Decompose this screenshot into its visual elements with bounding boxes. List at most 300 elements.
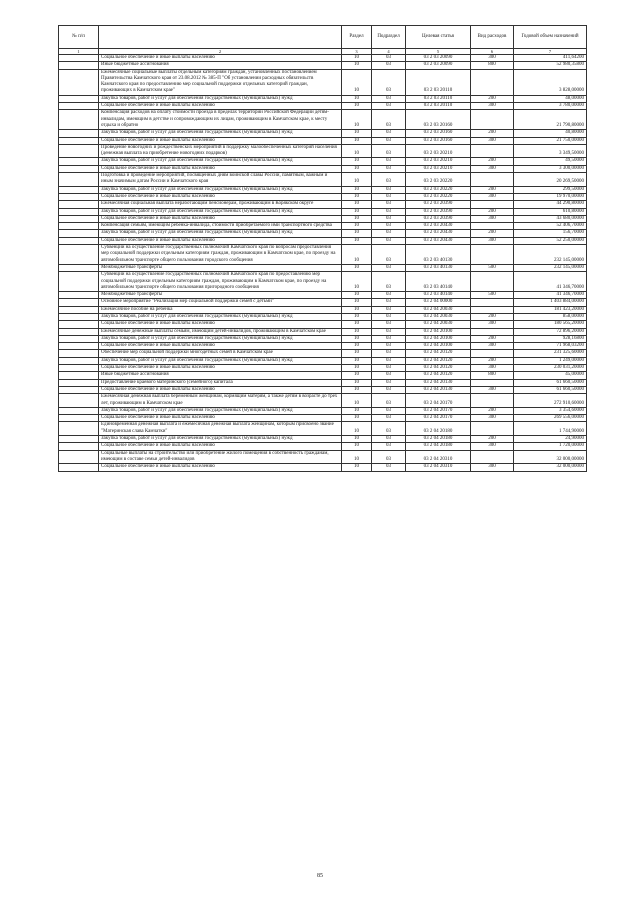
row-razdel-cell: 10 bbox=[342, 335, 372, 342]
header-num: № п/п bbox=[59, 26, 99, 49]
table-row bbox=[59, 165, 587, 172]
row-number-cell bbox=[59, 165, 99, 172]
row-statya-cell: 03 2 03 20090 bbox=[406, 55, 471, 62]
table-row bbox=[59, 450, 587, 464]
row-razdel-cell: 10 bbox=[342, 272, 372, 292]
row-name-cell: Социальное обеспечение и иные выплаты населению bbox=[99, 343, 342, 350]
row-vid-cell: 800 bbox=[471, 372, 514, 379]
row-number-cell bbox=[59, 264, 99, 271]
column-number: 3 bbox=[342, 49, 372, 55]
row-statya-cell: 03 2 04 00000 bbox=[406, 299, 471, 306]
column-number: 1 bbox=[59, 49, 99, 55]
row-name-cell: Закупка товаров, работ и услуг для обеспечения государственных (муниципальных) нужд bbox=[99, 130, 342, 137]
row-vid-cell: 300 bbox=[471, 464, 514, 471]
row-razdel-cell: 10 bbox=[342, 193, 372, 200]
row-podrazdel-cell: 03 bbox=[372, 292, 406, 299]
row-amount-cell: 32 000,00000 bbox=[514, 464, 587, 471]
row-amount-cell: 928,16800 bbox=[514, 335, 587, 342]
row-name-cell: Закупка товаров, работ и услуг для обеспечения государственных (муниципальных) нужд bbox=[99, 186, 342, 193]
row-razdel-cell: 10 bbox=[342, 55, 372, 62]
row-statya-cell: 03 2 04 20130 bbox=[406, 386, 471, 393]
row-razdel-cell: 10 bbox=[342, 422, 372, 436]
row-amount-cell: 230 031,20000 bbox=[514, 365, 587, 372]
row-amount-cell: 3 780,00000 bbox=[514, 103, 587, 110]
row-podrazdel-cell: 03 bbox=[372, 69, 406, 95]
row-statya-cell: 03 2 03 20110 bbox=[406, 69, 471, 95]
table-row bbox=[59, 328, 587, 335]
row-name-cell: Социальное обеспечение и иные выплаты населению bbox=[99, 237, 342, 244]
row-podrazdel-cell: 03 bbox=[372, 272, 406, 292]
row-number-cell bbox=[59, 103, 99, 110]
row-podrazdel-cell: 03 bbox=[372, 95, 406, 102]
row-vid-cell: 500 bbox=[471, 292, 514, 299]
row-podrazdel-cell: 03 bbox=[372, 379, 406, 386]
row-vid-cell: 300 bbox=[471, 193, 514, 200]
row-podrazdel-cell: 03 bbox=[372, 422, 406, 436]
row-vid-cell: 300 bbox=[471, 215, 514, 222]
column-number: 7 bbox=[514, 49, 587, 55]
row-number-cell bbox=[59, 372, 99, 379]
row-statya-cell: 03 2 03 20160 bbox=[406, 130, 471, 137]
row-vid-cell: 300 bbox=[471, 343, 514, 350]
row-number-cell bbox=[59, 415, 99, 422]
row-podrazdel-cell: 03 bbox=[372, 299, 406, 306]
row-amount-cell: 44 290,80000 bbox=[514, 201, 587, 208]
row-number-cell bbox=[59, 306, 99, 313]
row-number-cell bbox=[59, 450, 99, 464]
row-amount-cell: 48,00000 bbox=[514, 95, 587, 102]
table-row bbox=[59, 137, 587, 144]
row-name-cell: Социальное обеспечение и иные выплаты населению bbox=[99, 415, 342, 422]
row-amount-cell: 19 970,00000 bbox=[514, 193, 587, 200]
row-statya-cell: 03 2 04 20310 bbox=[406, 450, 471, 464]
row-number-cell bbox=[59, 193, 99, 200]
table-row bbox=[59, 394, 587, 408]
row-amount-cell: 3 349,50000 bbox=[514, 144, 587, 158]
column-number: 5 bbox=[406, 49, 471, 55]
row-vid-cell bbox=[471, 272, 514, 292]
row-razdel-cell: 10 bbox=[342, 292, 372, 299]
row-podrazdel-cell: 03 bbox=[372, 208, 406, 215]
table-row bbox=[59, 335, 587, 342]
table-row bbox=[59, 343, 587, 350]
row-razdel-cell: 10 bbox=[342, 95, 372, 102]
row-number-cell bbox=[59, 186, 99, 193]
table-row bbox=[59, 69, 587, 95]
row-number-cell bbox=[59, 137, 99, 144]
row-number-cell bbox=[59, 350, 99, 357]
row-amount-cell: 231 325,60000 bbox=[514, 350, 587, 357]
row-number-cell bbox=[59, 110, 99, 130]
row-podrazdel-cell: 03 bbox=[372, 110, 406, 130]
row-name-cell: Ежемесячные социальные выплаты отдельным категориям граждан, установленных постановлением Правительства Камчатского края от 23.08.2012 № 385-П "Об установлении расходных обязательств Камчатского края по предоставлению мер социальной поддержки отдельных категорий граждан, проживающих в Камчатском крае" bbox=[99, 69, 342, 95]
row-amount-cell: 411,64200 bbox=[514, 55, 587, 62]
row-amount-cell: 180 565,20000 bbox=[514, 321, 587, 328]
row-number-cell bbox=[59, 313, 99, 320]
table-row bbox=[59, 264, 587, 271]
row-statya-cell: 03 2 03 20220 bbox=[406, 193, 471, 200]
table-body bbox=[59, 55, 587, 472]
row-razdel-cell: 10 bbox=[342, 386, 372, 393]
table-row bbox=[59, 321, 587, 328]
row-razdel-cell: 10 bbox=[342, 443, 372, 450]
table-row bbox=[59, 379, 587, 386]
row-statya-cell: 03 2 03 20210 bbox=[406, 144, 471, 158]
row-statya-cell: 03 2 03 20210 bbox=[406, 158, 471, 165]
table-row bbox=[59, 173, 587, 187]
row-vid-cell: 300 bbox=[471, 55, 514, 62]
row-statya-cell: 03 2 04 20180 bbox=[406, 422, 471, 436]
row-amount-cell: 858,00000 bbox=[514, 313, 587, 320]
row-name-cell: Основное мероприятие "Реализация мер социальной поддержки семей с детьми" bbox=[99, 299, 342, 306]
row-name-cell: Закупка товаров, работ и услуг для обеспечения государственных (муниципальных) нужд bbox=[99, 313, 342, 320]
row-amount-cell: 3 300,00000 bbox=[514, 165, 587, 172]
row-podrazdel-cell: 03 bbox=[372, 237, 406, 244]
row-number-cell bbox=[59, 158, 99, 165]
row-statya-cell: 03 2 04 20310 bbox=[406, 464, 471, 471]
table-row bbox=[59, 95, 587, 102]
row-podrazdel-cell: 03 bbox=[372, 343, 406, 350]
row-amount-cell: 181 423,20000 bbox=[514, 306, 587, 313]
row-vid-cell bbox=[471, 223, 514, 230]
row-amount-cell: 21 750,00000 bbox=[514, 137, 587, 144]
row-statya-cell: 03 2 03 40140 bbox=[406, 292, 471, 299]
row-podrazdel-cell: 03 bbox=[372, 357, 406, 364]
row-podrazdel-cell: 03 bbox=[372, 201, 406, 208]
row-number-cell bbox=[59, 223, 99, 230]
table-row bbox=[59, 407, 587, 414]
row-razdel-cell: 10 bbox=[342, 201, 372, 208]
row-razdel-cell: 10 bbox=[342, 313, 372, 320]
row-podrazdel-cell: 03 bbox=[372, 245, 406, 265]
row-statya-cell: 03 2 03 40140 bbox=[406, 272, 471, 292]
row-number-cell bbox=[59, 379, 99, 386]
row-name-cell: Закупка товаров, работ и услуг для обеспечения государственных (муниципальных) нужд bbox=[99, 208, 342, 215]
row-podrazdel-cell: 03 bbox=[372, 55, 406, 62]
row-razdel-cell: 10 bbox=[342, 158, 372, 165]
row-razdel-cell: 10 bbox=[342, 372, 372, 379]
row-name-cell: Ежемесячное пособие на ребенка bbox=[99, 306, 342, 313]
row-razdel-cell: 10 bbox=[342, 230, 372, 237]
row-vid-cell bbox=[471, 394, 514, 408]
row-vid-cell: 300 bbox=[471, 443, 514, 450]
row-podrazdel-cell: 03 bbox=[372, 103, 406, 110]
row-podrazdel-cell: 03 bbox=[372, 321, 406, 328]
row-vid-cell bbox=[471, 350, 514, 357]
row-statya-cell: 03 2 03 20090 bbox=[406, 62, 471, 69]
table-row bbox=[59, 223, 587, 230]
row-number-cell bbox=[59, 69, 99, 95]
row-statya-cell: 03 2 04 20100 bbox=[406, 343, 471, 350]
row-vid-cell: 200 bbox=[471, 230, 514, 237]
row-number-cell bbox=[59, 55, 99, 62]
row-number-cell bbox=[59, 321, 99, 328]
budget-table bbox=[58, 25, 587, 472]
row-vid-cell: 300 bbox=[471, 415, 514, 422]
table-row bbox=[59, 299, 587, 306]
row-podrazdel-cell: 03 bbox=[372, 137, 406, 144]
row-podrazdel-cell: 03 bbox=[372, 365, 406, 372]
row-amount-cell: 61 660,50000 bbox=[514, 379, 587, 386]
row-statya-cell: 03 2 04 20130 bbox=[406, 379, 471, 386]
row-statya-cell: 03 2 03 40130 bbox=[406, 264, 471, 271]
header-obem: Годовой объем назначений bbox=[514, 26, 587, 49]
row-number-cell bbox=[59, 130, 99, 137]
row-name-cell: Социальное обеспечение и иные выплаты населению bbox=[99, 165, 342, 172]
row-vid-cell: 800 bbox=[471, 62, 514, 69]
row-amount-cell: 71 968,03200 bbox=[514, 343, 587, 350]
row-amount-cell: 610,80000 bbox=[514, 208, 587, 215]
table-row bbox=[59, 464, 587, 471]
row-podrazdel-cell: 03 bbox=[372, 436, 406, 443]
row-podrazdel-cell: 03 bbox=[372, 394, 406, 408]
table-row bbox=[59, 208, 587, 215]
row-name-cell: Социальные выплаты на строительство или приобретение жилого помещения в собственность гражданам, имеющим в составе семьи детей-инвалидов bbox=[99, 450, 342, 464]
row-podrazdel-cell: 03 bbox=[372, 215, 406, 222]
row-razdel-cell: 10 bbox=[342, 165, 372, 172]
row-razdel-cell: 10 bbox=[342, 62, 372, 69]
header-razdel: Раздел bbox=[342, 26, 372, 49]
row-number-cell bbox=[59, 292, 99, 299]
row-statya-cell: 03 2 03 40130 bbox=[406, 245, 471, 265]
row-name-cell: Подготовка и проведение мероприятий, посвященных дням воинской славы России, памятным, важным и иным значимым датам России и Камчатского края bbox=[99, 173, 342, 187]
row-number-cell bbox=[59, 237, 99, 244]
row-vid-cell: 200 bbox=[471, 208, 514, 215]
table-row bbox=[59, 415, 587, 422]
row-podrazdel-cell: 03 bbox=[372, 186, 406, 193]
row-number-cell bbox=[59, 299, 99, 306]
row-razdel-cell: 10 bbox=[342, 208, 372, 215]
row-razdel-cell: 10 bbox=[342, 110, 372, 130]
row-razdel-cell: 10 bbox=[342, 130, 372, 137]
table-row bbox=[59, 245, 587, 265]
row-amount-cell: 232 145,00000 bbox=[514, 264, 587, 271]
row-amount-cell: 52 980,35800 bbox=[514, 62, 587, 69]
row-vid-cell bbox=[471, 245, 514, 265]
row-name-cell: Социальное обеспечение и иные выплаты населению bbox=[99, 386, 342, 393]
row-name-cell: Закупка товаров, работ и услуг для обеспечения государственных (муниципальных) нужд bbox=[99, 357, 342, 364]
row-vid-cell: 200 bbox=[471, 313, 514, 320]
row-statya-cell: 03 2 04 20120 bbox=[406, 372, 471, 379]
row-razdel-cell: 10 bbox=[342, 299, 372, 306]
row-number-cell bbox=[59, 386, 99, 393]
row-name-cell: Социальное обеспечение и иные выплаты населению bbox=[99, 365, 342, 372]
row-name-cell: Закупка товаров, работ и услуг для обеспечения государственных (муниципальных) нужд bbox=[99, 158, 342, 165]
row-vid-cell bbox=[471, 299, 514, 306]
row-name-cell: Социальное обеспечение и иные выплаты населению bbox=[99, 193, 342, 200]
row-statya-cell: 03 2 04 20170 bbox=[406, 394, 471, 408]
row-podrazdel-cell: 03 bbox=[372, 130, 406, 137]
row-statya-cell: 03 2 04 20100 bbox=[406, 335, 471, 342]
row-vid-cell: 200 bbox=[471, 158, 514, 165]
row-number-cell bbox=[59, 230, 99, 237]
row-name-cell: Ежемесячная денежная выплата беременным женщинам, кормящим матерям, а также детям в возрасте до трех лет, проживающим в Камчатском крае bbox=[99, 394, 342, 408]
header-vid: Вид расходов bbox=[471, 26, 514, 49]
row-statya-cell: 03 2 03 20390 bbox=[406, 201, 471, 208]
table-row bbox=[59, 237, 587, 244]
row-number-cell bbox=[59, 245, 99, 265]
row-podrazdel-cell: 03 bbox=[372, 165, 406, 172]
row-vid-cell bbox=[471, 422, 514, 436]
row-amount-cell: 43 680,00000 bbox=[514, 215, 587, 222]
document-page bbox=[58, 25, 586, 472]
row-razdel-cell: 10 bbox=[342, 350, 372, 357]
table-row bbox=[59, 350, 587, 357]
row-statya-cell: 03 2 03 20110 bbox=[406, 95, 471, 102]
row-statya-cell: 03 2 03 20390 bbox=[406, 215, 471, 222]
table-row bbox=[59, 436, 587, 443]
row-razdel-cell: 10 bbox=[342, 394, 372, 408]
table-row bbox=[59, 372, 587, 379]
row-vid-cell bbox=[471, 450, 514, 464]
table-row bbox=[59, 313, 587, 320]
row-name-cell: Предоставление краевого материнского (семейного) капитала bbox=[99, 379, 342, 386]
row-statya-cell: 03 2 04 20120 bbox=[406, 357, 471, 364]
row-name-cell: Единовременная денежная выплата и ежемесячная денежная выплата женщинам, которым присвоено звание "Материнская слава Камчатки" bbox=[99, 422, 342, 436]
row-name-cell: Закупка товаров, работ и услуг для обеспечения государственных (муниципальных) нужд bbox=[99, 95, 342, 102]
row-vid-cell: 300 bbox=[471, 386, 514, 393]
row-podrazdel-cell: 03 bbox=[372, 230, 406, 237]
row-razdel-cell: 10 bbox=[342, 306, 372, 313]
table-row bbox=[59, 386, 587, 393]
row-vid-cell bbox=[471, 69, 514, 95]
row-amount-cell: 232 145,00000 bbox=[514, 245, 587, 265]
table-row bbox=[59, 443, 587, 450]
row-vid-cell: 200 bbox=[471, 357, 514, 364]
row-podrazdel-cell: 03 bbox=[372, 415, 406, 422]
row-name-cell: Социальное обеспечение и иные выплаты населению bbox=[99, 103, 342, 110]
row-podrazdel-cell: 03 bbox=[372, 443, 406, 450]
row-number-cell bbox=[59, 464, 99, 471]
row-amount-cell: 40,80000 bbox=[514, 130, 587, 137]
row-statya-cell: 03 2 04 20180 bbox=[406, 443, 471, 450]
table-row bbox=[59, 365, 587, 372]
row-vid-cell bbox=[471, 379, 514, 386]
row-name-cell: Ежемесячные денежные выплаты семьям, имеющим детей-инвалидов, проживающим в Камчатском крае bbox=[99, 328, 342, 335]
row-statya-cell: 03 2 04 20180 bbox=[406, 436, 471, 443]
row-razdel-cell: 10 bbox=[342, 103, 372, 110]
row-razdel-cell: 10 bbox=[342, 215, 372, 222]
table-row bbox=[59, 306, 587, 313]
row-razdel-cell: 10 bbox=[342, 450, 372, 464]
row-podrazdel-cell: 03 bbox=[372, 464, 406, 471]
row-razdel-cell: 10 bbox=[342, 328, 372, 335]
row-amount-cell: 52 406,70000 bbox=[514, 223, 587, 230]
row-vid-cell: 200 bbox=[471, 130, 514, 137]
row-statya-cell: 03 2 03 20220 bbox=[406, 173, 471, 187]
row-name-cell: Ежемесячная социальная выплата неработающим пенсионерам, проживающим в Корякском округе bbox=[99, 201, 342, 208]
row-amount-cell: 1 403 884,00000 bbox=[514, 299, 587, 306]
row-name-cell: Компенсация расходов на оплату стоимости проезда в пределах территории Российской Федерации детям-инвалидам, имеющим в детстве и сопровождающим их лицам, проживающим в Камчатском крае, к месту отдыха и обратно bbox=[99, 110, 342, 130]
row-name-cell: Социальное обеспечение и иные выплаты населению bbox=[99, 215, 342, 222]
row-podrazdel-cell: 03 bbox=[372, 193, 406, 200]
row-vid-cell: 300 bbox=[471, 137, 514, 144]
table-row bbox=[59, 422, 587, 436]
table-row bbox=[59, 186, 587, 193]
page-number: 85 bbox=[317, 873, 323, 879]
row-razdel-cell: 10 bbox=[342, 144, 372, 158]
row-podrazdel-cell: 03 bbox=[372, 372, 406, 379]
row-vid-cell: 500 bbox=[471, 264, 514, 271]
table-row bbox=[59, 230, 587, 237]
table-row bbox=[59, 292, 587, 299]
row-name-cell: Социальное обеспечение и иные выплаты населению bbox=[99, 55, 342, 62]
table-row bbox=[59, 55, 587, 62]
row-amount-cell: 20 269,50000 bbox=[514, 173, 587, 187]
row-razdel-cell: 10 bbox=[342, 365, 372, 372]
row-podrazdel-cell: 03 bbox=[372, 407, 406, 414]
row-name-cell: Обеспечение мер социальной поддержки многодетных семей в Камчатском крае bbox=[99, 350, 342, 357]
row-statya-cell: 03 2 04 20170 bbox=[406, 415, 471, 422]
column-number: 4 bbox=[372, 49, 406, 55]
row-amount-cell: 72 896,20000 bbox=[514, 328, 587, 335]
row-amount-cell: 3 354,60000 bbox=[514, 407, 587, 414]
table-row bbox=[59, 158, 587, 165]
table-row bbox=[59, 272, 587, 292]
row-statya-cell: 03 2 04 20120 bbox=[406, 365, 471, 372]
row-name-cell: Социальное обеспечение и иные выплаты населению bbox=[99, 321, 342, 328]
row-name-cell: Закупка товаров, работ и услуг для обеспечения государственных (муниципальных) нужд bbox=[99, 230, 342, 237]
row-number-cell bbox=[59, 436, 99, 443]
row-vid-cell: 200 bbox=[471, 95, 514, 102]
row-statya-cell: 03 2 03 20160 bbox=[406, 110, 471, 130]
column-number: 6 bbox=[471, 49, 514, 55]
row-vid-cell: 300 bbox=[471, 165, 514, 172]
row-number-cell bbox=[59, 394, 99, 408]
table-header bbox=[59, 26, 587, 49]
row-podrazdel-cell: 03 bbox=[372, 264, 406, 271]
row-number-cell bbox=[59, 95, 99, 102]
table-row bbox=[59, 215, 587, 222]
row-number-cell bbox=[59, 365, 99, 372]
row-razdel-cell: 10 bbox=[342, 436, 372, 443]
row-vid-cell: 200 bbox=[471, 186, 514, 193]
header-name bbox=[99, 26, 342, 49]
row-razdel-cell: 10 bbox=[342, 407, 372, 414]
row-statya-cell: 03 2 03 20210 bbox=[406, 165, 471, 172]
row-podrazdel-cell: 03 bbox=[372, 158, 406, 165]
row-number-cell bbox=[59, 272, 99, 292]
row-podrazdel-cell: 03 bbox=[372, 144, 406, 158]
row-amount-cell: 52 250,00000 bbox=[514, 237, 587, 244]
row-number-cell bbox=[59, 422, 99, 436]
row-vid-cell bbox=[471, 328, 514, 335]
row-podrazdel-cell: 03 bbox=[372, 306, 406, 313]
table-row bbox=[59, 201, 587, 208]
row-name-cell: Социальное обеспечение и иные выплаты населению bbox=[99, 443, 342, 450]
row-name-cell: Закупка товаров, работ и услуг для обеспечения государственных (муниципальных) нужд bbox=[99, 335, 342, 342]
row-name-cell: Закупка товаров, работ и услуг для обеспечения государственных (муниципальных) нужд bbox=[99, 407, 342, 414]
row-name-cell: Социальное обеспечение и иные выплаты населению bbox=[99, 137, 342, 144]
row-vid-cell bbox=[471, 173, 514, 187]
row-razdel-cell: 10 bbox=[342, 137, 372, 144]
row-vid-cell bbox=[471, 306, 514, 313]
row-podrazdel-cell: 03 bbox=[372, 386, 406, 393]
row-razdel-cell: 10 bbox=[342, 343, 372, 350]
row-amount-cell: 156,70000 bbox=[514, 230, 587, 237]
row-vid-cell: 200 bbox=[471, 335, 514, 342]
row-statya-cell: 03 2 03 20220 bbox=[406, 186, 471, 193]
row-number-cell bbox=[59, 343, 99, 350]
row-razdel-cell: 10 bbox=[342, 379, 372, 386]
row-vid-cell: 200 bbox=[471, 407, 514, 414]
row-statya-cell: 03 2 03 20160 bbox=[406, 137, 471, 144]
row-name-cell: Закупка товаров, работ и услуг для обеспечения государственных (муниципальных) нужд bbox=[99, 436, 342, 443]
row-podrazdel-cell: 03 bbox=[372, 450, 406, 464]
row-amount-cell: 269 556,00000 bbox=[514, 415, 587, 422]
row-statya-cell: 03 2 03 20430 bbox=[406, 223, 471, 230]
row-vid-cell: 300 bbox=[471, 237, 514, 244]
